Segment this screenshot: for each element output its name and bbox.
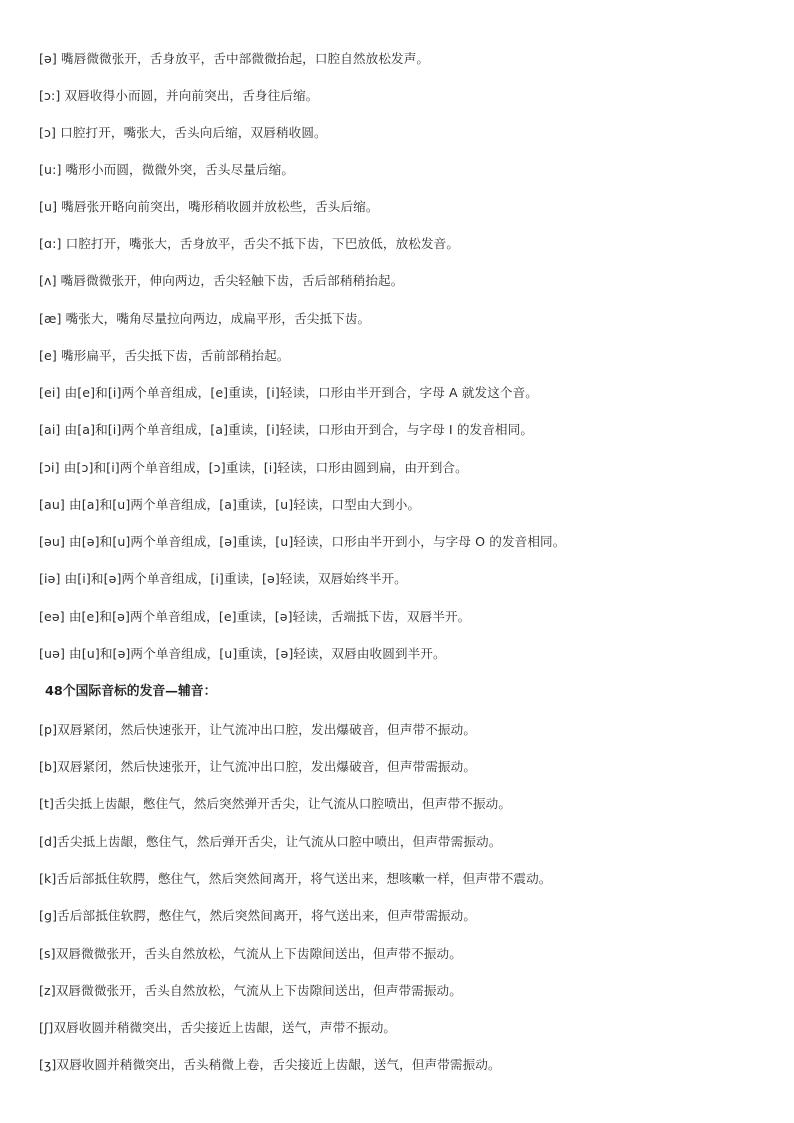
diphthong-line-ou: [əu] 由[ə]和[u]两个单音组成，[ə]重读，[u]轻读，口形由半开到小，与字母 O 的发音相同。 <box>39 534 566 549</box>
diphthong-line-ie: [iə] 由[i]和[ə]两个单音组成，[i]重读，[ə]轻读，双唇始终半开。 <box>39 571 407 586</box>
consonant-line-t: [t]舌尖抵上齿龈，憋住气，然后突然弹开舌尖，让气流从口腔喷出，但声带不振动。 <box>39 796 512 811</box>
diphthong-line-ua: [uə] 由[u]和[ə]两个单音组成，[u]重读，[ə]轻读，双唇由收圆到半开。 <box>39 646 446 661</box>
vowel-line-long-a: [ɑ:] 口腔打开，嘴张大，舌身放平，舌尖不抵下齿，下巴放低，放松发音。 <box>39 236 460 251</box>
consonant-line-k: [k]舌后部抵住软腭，憋住气，然后突然间离开，将气送出来，想咳嗽一样，但声带不震动。 <box>39 871 552 886</box>
consonant-line-d: [d]舌尖抵上齿龈，憋住气，然后弹开舌尖，让气流从口腔中喷出，但声带需振动。 <box>39 834 502 849</box>
consonant-line-s: [s]双唇微微张开，舌头自然放松，气流从上下齿隙间送出，但声带不振动。 <box>39 946 462 961</box>
diphthong-line-ea: [eə] 由[e]和[ə]两个单音组成，[e]重读，[ə]轻读，舌端抵下齿，双唇半开。 <box>39 609 471 624</box>
diphthong-line-ai: [ai] 由[a]和[i]两个单音组成，[a]重读，[i]轻读，口形由开到合，与字母 I 的发音相同。 <box>39 422 534 437</box>
consonant-line-z: [z]双唇微微张开，舌头自然放松，气流从上下齿隙间送出，但声带需振动。 <box>39 983 462 998</box>
consonant-line-sh: [ʃ]双唇收圆并稍微突出，舌尖接近上齿龈，送气，声带不振动。 <box>39 1020 397 1035</box>
diphthong-line-oi: [ɔi] 由[ɔ]和[i]两个单音组成，[ɔ]重读，[i]轻读，口形由圆到扁，由开到合。 <box>39 460 468 475</box>
diphthong-line-ei: [ei] 由[e]和[i]两个单音组成，[e]重读，[i]轻读，口形由半开到合，字母 A 就发这个音。 <box>39 385 539 400</box>
consonant-line-g: [g]舌后部抵住软腭，憋住气，然后突然间离开，将气送出来，但声带需振动。 <box>39 908 477 923</box>
vowel-line-e: [e] 嘴形扁平，舌尖抵下齿，舌前部稍抬起。 <box>39 348 290 363</box>
vowel-line-ae: [æ] 嘴张大，嘴角尽量拉向两边，成扁平形，舌尖抵下齿。 <box>39 311 371 326</box>
vowel-line-short-o: [ɔ] 口腔打开，嘴张大，舌头向后缩，双唇稍收圆。 <box>39 125 327 140</box>
consonant-line-b: [b]双唇紧闭，然后快速张开，让气流冲出口腔，发出爆破音，但声带需振动。 <box>39 759 477 774</box>
vowel-line-wedge: [ʌ] 嘴唇微微张开，伸向两边，舌尖轻触下齿，舌后部稍稍抬起。 <box>39 273 404 288</box>
vowel-line-schwa: [ə] 嘴唇微微张开，舌身放平，舌中部微微抬起，口腔自然放松发声。 <box>39 51 430 66</box>
consonant-line-zh: [ʒ]双唇收圆并稍微突出，舌头稍微上卷，舌尖接近上齿龈，送气，但声带需振动。 <box>39 1057 501 1072</box>
consonants-heading: 48个国际音标的发音—辅音： <box>45 684 217 699</box>
vowel-line-long-o: [ɔ:] 双唇收得小而圆，并向前突出，舌身往后缩。 <box>39 88 319 103</box>
diphthong-line-au: [au] 由[a]和[u]两个单音组成，[a]重读，[u]轻读，口型由大到小。 <box>39 497 421 512</box>
consonant-line-p: [p]双唇紧闭，然后快速张开，让气流冲出口腔，发出爆破音，但声带不振动。 <box>39 722 477 737</box>
vowel-line-short-u: [u] 嘴唇张开略向前突出，嘴形稍收圆并放松些，舌头后缩。 <box>39 199 379 214</box>
vowel-line-long-u: [u:] 嘴形小而圆，微微外突，舌头尽量后缩。 <box>39 162 295 177</box>
